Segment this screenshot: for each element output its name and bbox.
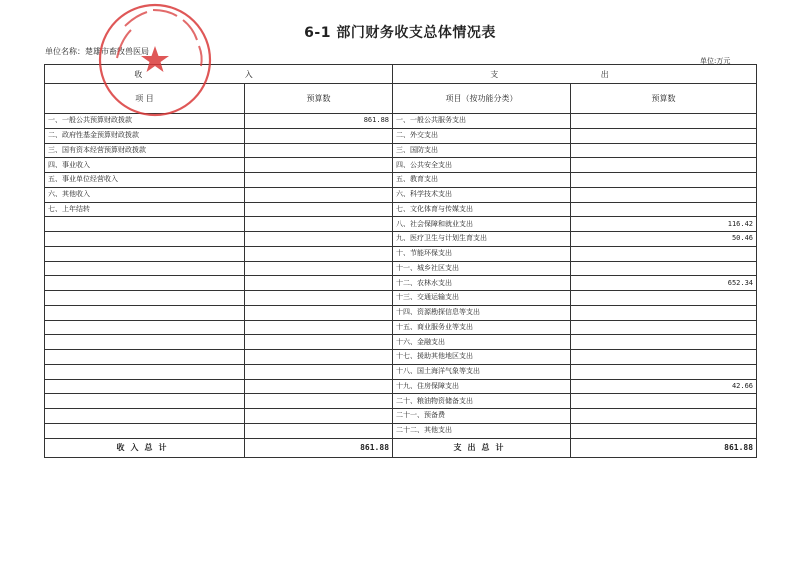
expense-section-header: 支 出 <box>393 65 757 84</box>
page-title: 6-1 部门财务收支总体情况表 <box>304 25 496 41</box>
income-total-value: 861.88 <box>245 438 393 457</box>
expense-item-cell: 十一、城乡社区支出 <box>393 261 571 276</box>
expense-value-cell <box>571 114 757 129</box>
income-item-cell <box>45 261 245 276</box>
income-item-cell: 六、其他收入 <box>45 187 245 202</box>
table-row <box>45 187 757 202</box>
expense-item-cell: 二十二、其他支出 <box>393 423 571 438</box>
income-item-cell: 七、上年结转 <box>45 202 245 217</box>
expense-item-cell: 五、教育支出 <box>393 173 571 188</box>
expense-value-cell <box>571 335 757 350</box>
expense-total-value: 861.88 <box>571 438 757 457</box>
total-row <box>45 438 757 457</box>
income-value-cell <box>245 128 393 143</box>
income-item-cell <box>45 291 245 306</box>
expense-value-cell <box>571 364 757 379</box>
expense-item-header: 项目（按功能分类） <box>393 84 571 114</box>
table-row <box>45 409 757 424</box>
income-item-cell <box>45 409 245 424</box>
expense-item-cell: 十五、商业服务业等支出 <box>393 320 571 335</box>
income-item-cell: 二、政府性基金预算财政拨款 <box>45 128 245 143</box>
income-item-cell <box>45 423 245 438</box>
table-row <box>45 232 757 247</box>
table-row <box>45 335 757 350</box>
expense-value-cell <box>571 246 757 261</box>
income-value-cell <box>245 335 393 350</box>
expense-value-cell <box>571 261 757 276</box>
income-item-cell <box>45 276 245 291</box>
expense-item-cell: 七、文化体育与传媒支出 <box>393 202 571 217</box>
expense-item-cell: 九、医疗卫生与计划生育支出 <box>393 232 571 247</box>
expense-item-cell: 十九、住房保障支出 <box>393 379 571 394</box>
table-row <box>45 394 757 409</box>
income-item-cell <box>45 232 245 247</box>
expense-item-cell: 十四、资源勘探信息等支出 <box>393 305 571 320</box>
income-value-cell <box>245 232 393 247</box>
table-row <box>45 143 757 158</box>
table-row <box>45 158 757 173</box>
table-row <box>45 261 757 276</box>
unit-name: 单位名称：楚雄市畜牧兽医局 <box>45 47 149 56</box>
income-total-label: 收入总计 <box>45 438 245 457</box>
income-value-cell <box>245 350 393 365</box>
expense-value-cell <box>571 291 757 306</box>
table-row <box>45 202 757 217</box>
table-row <box>45 246 757 261</box>
expense-value-cell: 652.34 <box>571 276 757 291</box>
income-item-cell <box>45 364 245 379</box>
expense-item-cell: 十八、国土海洋气象等支出 <box>393 364 571 379</box>
income-value-cell <box>245 291 393 306</box>
income-item-cell: 三、国有资本经营预算财政拨款 <box>45 143 245 158</box>
income-value-cell <box>245 143 393 158</box>
expense-value-cell: 116.42 <box>571 217 757 232</box>
income-value-cell: 861.88 <box>245 114 393 129</box>
official-seal <box>95 0 215 120</box>
income-value-cell <box>245 394 393 409</box>
income-value-cell <box>245 276 393 291</box>
expense-value-cell <box>571 128 757 143</box>
expense-value-cell <box>571 305 757 320</box>
income-item-header: 项 目 <box>45 84 245 114</box>
expense-value-cell <box>571 423 757 438</box>
table-row <box>45 291 757 306</box>
unit-label: 单位:万元 <box>700 57 731 65</box>
expense-item-cell: 十三、交通运输支出 <box>393 291 571 306</box>
expense-item-cell: 一、一般公共服务支出 <box>393 114 571 129</box>
income-item-cell: 五、事业单位经营收入 <box>45 173 245 188</box>
income-value-cell <box>245 202 393 217</box>
expense-item-cell: 六、科学技术支出 <box>393 187 571 202</box>
expense-item-cell: 十二、农林水支出 <box>393 276 571 291</box>
expense-item-cell: 二、外交支出 <box>393 128 571 143</box>
income-value-cell <box>245 158 393 173</box>
income-budget-header: 预算数 <box>245 84 393 114</box>
table-row <box>45 320 757 335</box>
income-item-cell <box>45 217 245 232</box>
income-value-cell <box>245 217 393 232</box>
expense-item-cell: 十六、金融支出 <box>393 335 571 350</box>
expense-item-cell: 二十一、预备费 <box>393 409 571 424</box>
income-value-cell <box>245 187 393 202</box>
expense-value-cell <box>571 173 757 188</box>
income-item-cell <box>45 379 245 394</box>
table-row <box>45 305 757 320</box>
seal-star <box>141 46 169 72</box>
income-value-cell <box>245 423 393 438</box>
expense-item-cell: 二十、粮油物资储备支出 <box>393 394 571 409</box>
table-row <box>45 379 757 394</box>
expense-value-cell <box>571 394 757 409</box>
expense-value-cell <box>571 320 757 335</box>
table-row <box>45 350 757 365</box>
table-row <box>45 364 757 379</box>
income-value-cell <box>245 305 393 320</box>
table-row <box>45 128 757 143</box>
income-item-cell <box>45 394 245 409</box>
expense-total-label: 支出总计 <box>393 438 571 457</box>
income-item-cell <box>45 350 245 365</box>
expense-value-cell <box>571 202 757 217</box>
income-value-cell <box>245 379 393 394</box>
expense-value-cell <box>571 187 757 202</box>
income-item-cell: 一、一般公共预算财政拨款 <box>45 114 245 129</box>
income-item-cell <box>45 305 245 320</box>
expense-value-cell <box>571 409 757 424</box>
income-item-cell <box>45 335 245 350</box>
income-value-cell <box>245 320 393 335</box>
income-value-cell <box>245 409 393 424</box>
expense-item-cell: 十、节能环保支出 <box>393 246 571 261</box>
expense-item-cell: 八、社会保障和就业支出 <box>393 217 571 232</box>
budget-table <box>44 64 757 458</box>
expense-value-cell: 42.66 <box>571 379 757 394</box>
income-item-cell: 四、事业收入 <box>45 158 245 173</box>
expense-value-cell <box>571 350 757 365</box>
table-row <box>45 217 757 232</box>
income-value-cell <box>245 173 393 188</box>
expense-value-cell <box>571 143 757 158</box>
income-item-cell <box>45 246 245 261</box>
table-row <box>45 173 757 188</box>
expense-item-cell: 十七、援助其他地区支出 <box>393 350 571 365</box>
expense-item-cell: 三、国防支出 <box>393 143 571 158</box>
table-row <box>45 423 757 438</box>
income-value-cell <box>245 364 393 379</box>
income-section-header: 收 入 <box>45 65 393 84</box>
income-value-cell <box>245 261 393 276</box>
expense-item-cell: 四、公共安全支出 <box>393 158 571 173</box>
table-row <box>45 276 757 291</box>
expense-budget-header: 预算数 <box>571 84 757 114</box>
income-value-cell <box>245 246 393 261</box>
income-item-cell <box>45 320 245 335</box>
expense-value-cell: 50.46 <box>571 232 757 247</box>
expense-value-cell <box>571 158 757 173</box>
